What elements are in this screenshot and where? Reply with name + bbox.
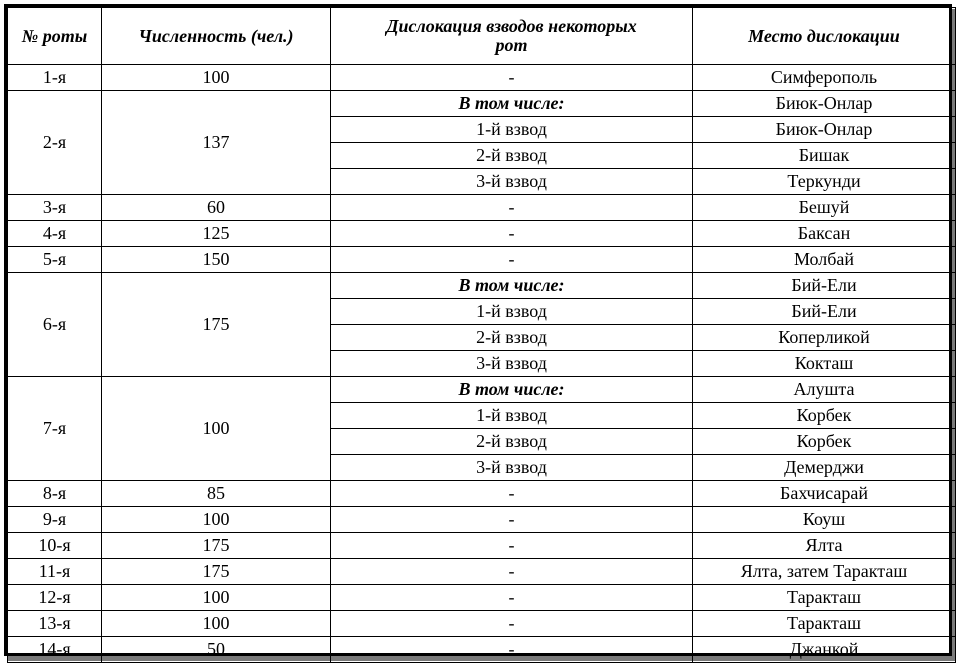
table-frame [4,4,952,660]
header-platoons: Дислокация взводов некоторых рот [331,8,693,65]
platoons-cell: - [331,221,693,247]
company-cell: 1-я [8,65,102,91]
platoon-location-cell: Биюк-Онлар [693,117,956,143]
table-row [8,533,956,559]
platoons-cell: - [331,533,693,559]
platoon-name-cell: 3-й взвод [331,455,693,481]
header-row [8,8,956,65]
company-cell: 8-я [8,481,102,507]
table-row [8,247,956,273]
table-row [8,611,956,637]
company-cell: 3-я [8,195,102,221]
location-cell: Коуш [693,507,956,533]
table-row [8,91,956,117]
table-row [8,377,956,403]
table-row [8,585,956,611]
table-body [8,65,956,663]
company-cell: 14-я [8,637,102,663]
strength-cell: 175 [102,273,331,377]
platoon-location-cell: Корбек [693,403,956,429]
platoons-cell: - [331,247,693,273]
including-cell: В том числе: [331,377,693,403]
platoon-name-cell: 2-й взвод [331,143,693,169]
company-cell: 12-я [8,585,102,611]
table-row [8,559,956,585]
strength-cell: 50 [102,637,331,663]
platoon-location-cell: Бишак [693,143,956,169]
companies-table [7,7,956,663]
strength-cell: 100 [102,65,331,91]
strength-cell: 100 [102,611,331,637]
platoon-location-cell: Кокташ [693,351,956,377]
table-row [8,273,956,299]
strength-cell: 175 [102,559,331,585]
platoon-location-cell: Бий-Ели [693,299,956,325]
strength-cell: 100 [102,585,331,611]
platoons-cell: - [331,65,693,91]
platoons-cell: - [331,195,693,221]
location-cell: Алушта [693,377,956,403]
location-cell: Ялта [693,533,956,559]
platoons-cell: - [331,507,693,533]
company-cell: 2-я [8,91,102,195]
strength-cell: 85 [102,481,331,507]
company-cell: 5-я [8,247,102,273]
strength-cell: 100 [102,507,331,533]
location-cell: Джанкой [693,637,956,663]
company-cell: 11-я [8,559,102,585]
table-row [8,637,956,663]
platoon-name-cell: 1-й взвод [331,117,693,143]
platoon-location-cell: Коперликой [693,325,956,351]
platoons-cell: - [331,585,693,611]
table-row [8,481,956,507]
strength-cell: 60 [102,195,331,221]
platoon-name-cell: 2-й взвод [331,325,693,351]
company-cell: 6-я [8,273,102,377]
header-company-no: № роты [8,8,102,65]
strength-cell: 175 [102,533,331,559]
location-cell: Баксан [693,221,956,247]
platoon-name-cell: 2-й взвод [331,429,693,455]
table-row [8,195,956,221]
platoon-location-cell: Теркунди [693,169,956,195]
platoons-cell: - [331,611,693,637]
company-cell: 10-я [8,533,102,559]
header-strength: Численность (чел.) [102,8,331,65]
location-cell: Ялта, затем Таракташ [693,559,956,585]
location-cell: Бахчисарай [693,481,956,507]
location-cell: Бешуй [693,195,956,221]
platoons-cell: - [331,481,693,507]
location-cell: Таракташ [693,611,956,637]
platoons-cell: - [331,637,693,663]
including-cell: В том числе: [331,91,693,117]
platoons-cell: - [331,559,693,585]
location-cell: Молбай [693,247,956,273]
strength-cell: 100 [102,377,331,481]
location-cell: Биюк-Онлар [693,91,956,117]
including-cell: В том числе: [331,273,693,299]
strength-cell: 150 [102,247,331,273]
platoon-name-cell: 3-й взвод [331,169,693,195]
platoon-name-cell: 1-й взвод [331,299,693,325]
platoon-location-cell: Корбек [693,429,956,455]
location-cell: Таракташ [693,585,956,611]
strength-cell: 125 [102,221,331,247]
company-cell: 9-я [8,507,102,533]
strength-cell: 137 [102,91,331,195]
location-cell: Симферополь [693,65,956,91]
table-row [8,65,956,91]
platoon-location-cell: Демерджи [693,455,956,481]
platoon-name-cell: 1-й взвод [331,403,693,429]
location-cell: Бий-Ели [693,273,956,299]
platoon-name-cell: 3-й взвод [331,351,693,377]
table-row [8,221,956,247]
header-location: Место дислокации [693,8,956,65]
company-cell: 13-я [8,611,102,637]
table-row [8,507,956,533]
company-cell: 4-я [8,221,102,247]
company-cell: 7-я [8,377,102,481]
